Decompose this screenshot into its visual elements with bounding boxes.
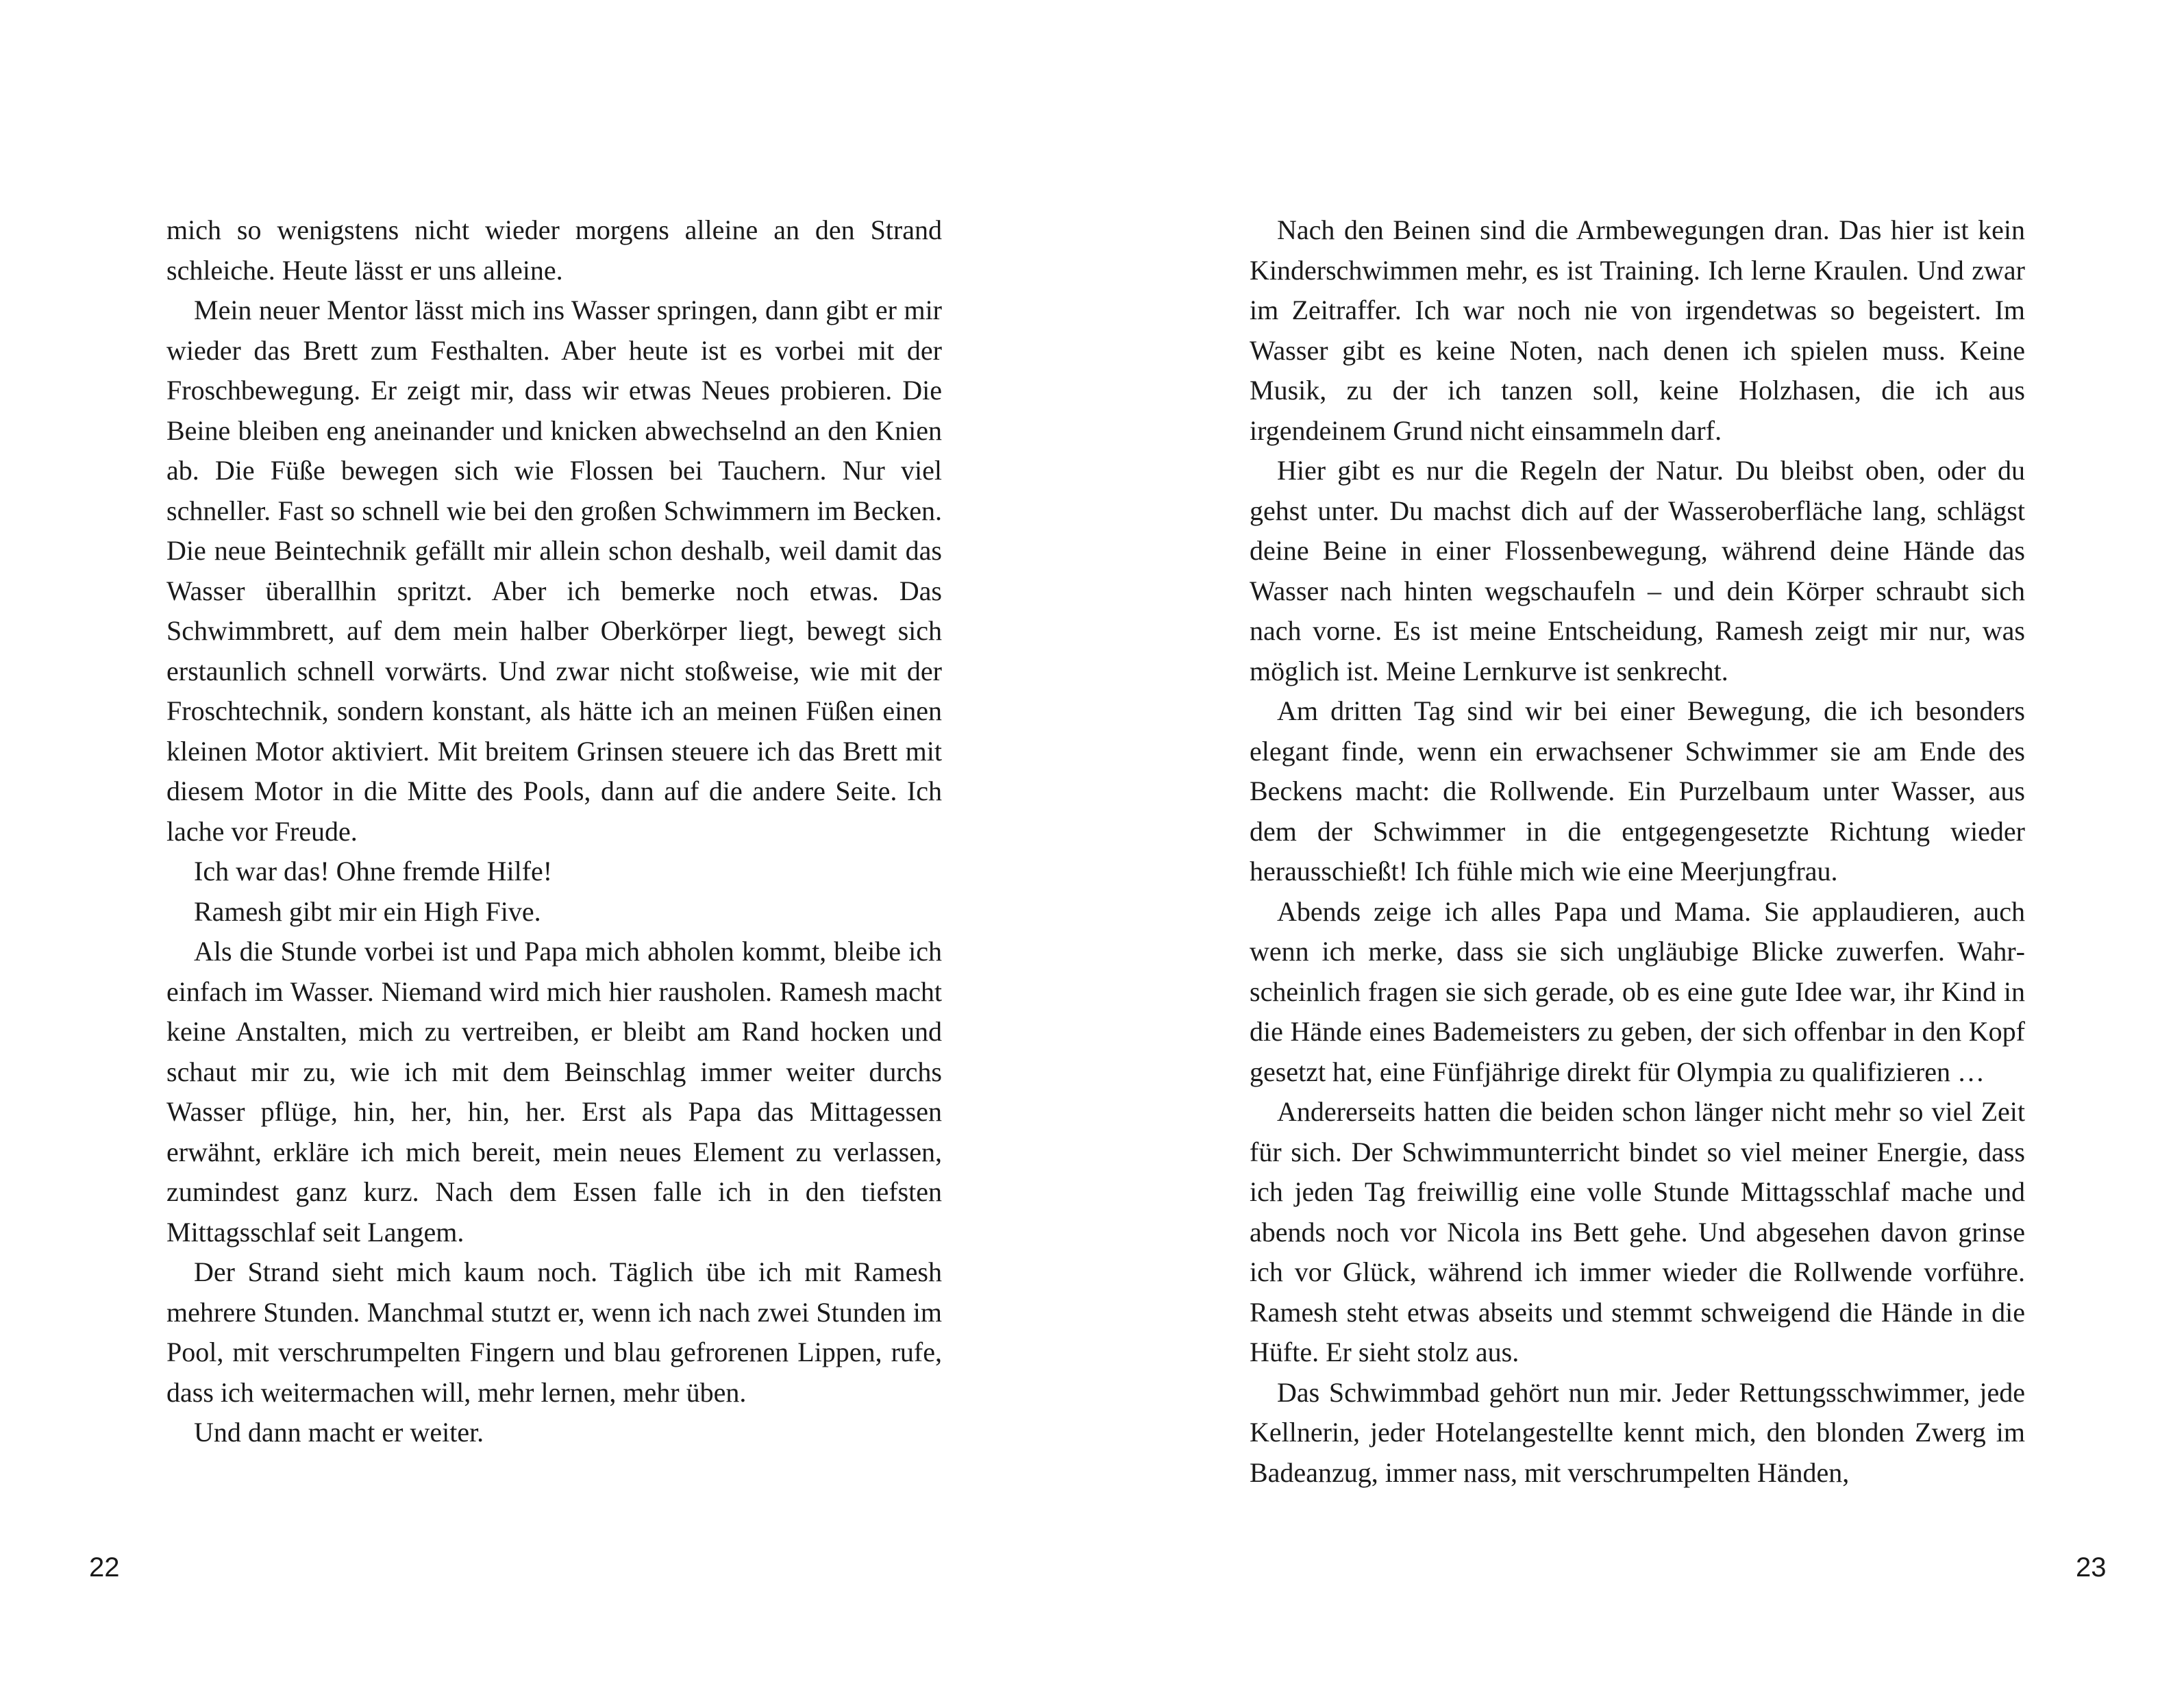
right-page — [1092, 0, 2184, 1699]
paragraph: Hier gibt es nur die Regeln der Natur. Du bleibst oben, oder du gehst unter. Du machst dich auf der Wasseroberfläche lang, schlägst deine Beine in einer Flossenbewegung, während deine Hände das Wasser nach hinten wegschaufeln – und dein Körper schraubt sich nach vorne. Es ist meine Entscheidung, Ramesh zeigt mir nur, was möglich ist. Meine Lernkurve ist senkrecht. — [1250, 455, 2025, 686]
paragraph: Und dann macht er weiter. — [194, 1417, 484, 1448]
paragraph: Andererseits hatten die beiden schon länger nicht mehr so viel Zeit für sich. Der Schwimmunterricht bindet so viel meiner Energie, dass ich jeden Tag freiwillig eine volle Stunde Mittagsschlaf mache und abends noch vor Nicola ins Bett gehe. Und abgesehen davon grinse ich vor Glück, während ich immer wieder die Rollwende vorführe. Ramesh steht etwas abseits und stemmt schweigend die Hände in die Hüfte. Er sieht stolz aus. — [1250, 1096, 2025, 1367]
paragraph: Das Schwimmbad gehört nun mir. Jeder Rettungsschwimmer, jede Kellnerin, jeder Hotelangestellte kennt mich, den blonden Zwerg im Badeanzug, immer nass, mit verschrumpelten Händen, — [1250, 1376, 2025, 1488]
right-page-text — [1250, 210, 2025, 1493]
paragraph: Der Strand sieht mich kaum noch. Täglich übe ich mit Ramesh mehrere Stunden. Manchmal stutzt er, wenn ich nach zwei Stunden im Pool, mit verschrumpelten Fingern und blau gefrorenen Lippen, rufe, dass ich weitermachen will, mehr lernen, mehr üben. — [166, 1256, 942, 1408]
paragraph: Als die Stunde vorbei ist und Papa mich abholen kommt, bleibe ich einfach im Wasser. Niemand wird mich hier rausholen. Ramesh macht keine Anstalten, mich zu vertreiben, er bleibt am Rand hocken und schaut mir zu, wie ich mit dem Beinschlag immer weiter durchs Wasser pflüge, hin, her, hin, her. Erst als Papa das Mittagessen erwähnt, erkläre ich mich bereit, mein neues Element zu verlassen, zumindest ganz kurz. Nach dem Essen falle ich in den tiefsten Mittagsschlaf seit Langem. — [166, 936, 942, 1248]
left-page-text — [166, 210, 942, 1453]
page-number: 22 — [89, 1552, 120, 1583]
page-number: 23 — [2076, 1552, 2107, 1583]
paragraph: Mein neuer Mentor lässt mich ins Wasser springen, dann gibt er mir wieder das Brett zum Festhalten. Aber heute ist es vorbei mit der Froschbewegung. Er zeigt mir, dass wir etwas Neues probieren. Die Beine bleiben eng aneinander und knicken abwechselnd an den Knien ab. Die Füße bewegen sich wie Flossen bei Tauchern. Nur viel schneller. Fast so schnell wie bei den großen Schwimmern im Becken. Die neue Beintechnik gefällt mir allein schon deshalb, weil damit das Wasser überallhin spritzt. Aber ich bemerke noch etwas. Das Schwimmbrett, auf dem mein halber Oberkörper liegt, bewegt sich erstaunlich schnell vorwärts. Und zwar nicht stoßweise, wie mit der Froschtechnik, sondern konstant, als hätte ich an meinen Füßen einen kleinen Motor aktiviert. Mit breitem Grinsen steuere ich das Brett mit diesem Motor in die Mitte des Pools, dann auf die andere Seite. Ich lache vor Freude. — [166, 295, 942, 847]
paragraph: Am dritten Tag sind wir bei einer Bewegung, die ich besonders elegant finde, wenn ein erwachsener Schwimmer sie am Ende des Beckens macht: die Rollwende. Ein Purzelbaum unter Wasser, aus dem der Schwimmer in die entgegengesetzte Richtung wieder herausschießt! Ich fühle mich wie eine Meerjungfrau. — [1250, 695, 2025, 886]
paragraph: Nach den Beinen sind die Armbewegungen dran. Das hier ist kein Kinderschwimmen mehr, es ist Training. Ich lerne Kraulen. Und zwar im Zeitraffer. Ich war noch nie von irgendetwas so begeistert. Im Wasser gibt es keine Noten, nach denen ich spielen muss. Keine Musik, zu der ich tanzen soll, keine Holzhasen, die ich aus irgendeinem Grund nicht einsammeln darf. — [1250, 214, 2025, 446]
paragraph: Ramesh gibt mir ein High Five. — [194, 895, 541, 927]
paragraph: mich so wenigstens nicht wieder morgens alleine an den Strand schleiche. Heute lässt er uns alleine. — [166, 214, 942, 286]
paragraph: Abends zeige ich alles Papa und Mama. Sie applaudieren, auch wenn ich merke, dass sie sich ungläubige Blicke zuwerfen. Wahrscheinlich fragen sie sich gerade, ob es eine gute Idee war, ihr Kind in die Hände eines Bademeisters zu geben, der sich offenbar in den Kopf gesetzt hat, eine Fünfjährige direkt für Olympia zu qualifizieren … — [1250, 895, 2025, 1087]
paragraph: Ich war das! Ohne fremde Hilfe! — [194, 856, 553, 886]
